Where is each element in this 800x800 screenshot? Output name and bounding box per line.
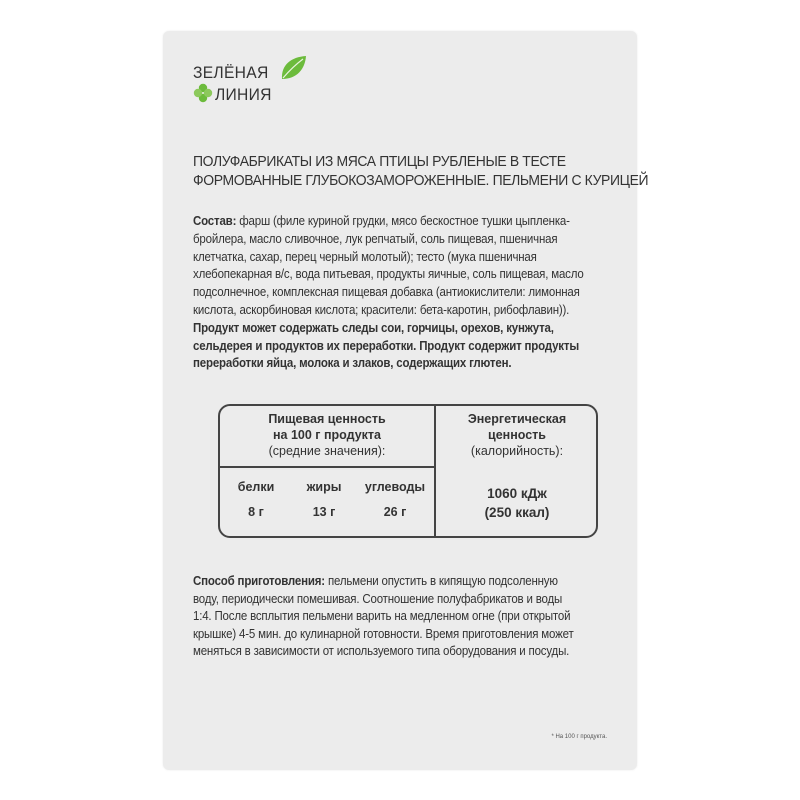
product-label-card	[163, 31, 649, 770]
cooking-text-2: воду, периодически помешивая. Соотношение полуфабрикатов и воды	[193, 591, 563, 606]
cooking-section	[193, 573, 618, 661]
composition-text-3: клетчатка, сахар, перец черный молотый); тесто (мука пшеничная	[193, 249, 537, 264]
cooking-label: Способ приготовления:	[193, 574, 325, 588]
composition-text-4: хлебопекарная в/с, вода питьевая, продукты яичные, соль пищевая, масло	[193, 267, 584, 282]
carbs-value: 26 г	[383, 505, 407, 519]
allergen-warning-2: сельдерея и продуктов их переработки. Продукт содержит продукты	[193, 338, 579, 353]
product-title	[193, 152, 649, 190]
composition-section	[193, 213, 618, 373]
protein-label: белки	[237, 480, 275, 494]
composition-label: Состав:	[193, 214, 237, 228]
nutrition-header-line-2: на 100 г продукта	[272, 428, 381, 442]
cooking-text-4: крышке) 4-5 мин. до кулинарной готовности. Время приготовления может	[193, 626, 574, 641]
protein-value: 8 г	[248, 505, 264, 519]
nutrition-header-line-1: Пищевая ценность	[268, 412, 386, 426]
energy-cell	[436, 484, 598, 522]
clover-icon	[193, 83, 213, 103]
nutrition-table	[218, 404, 598, 538]
carbs-cell	[360, 479, 430, 520]
brand-logo	[193, 63, 313, 109]
fat-value: 13 г	[312, 505, 336, 519]
brand-word-2: ЛИНИЯ	[215, 85, 272, 104]
energy-header-line-3: (калорийность):	[470, 444, 564, 458]
composition-text-6: кислота, аскорбиновая кислота; красители: бета-каротин, рибофлавин)).	[193, 302, 570, 317]
cooking-text-1: пельмени опустить в кипящую подсоленную	[324, 574, 558, 588]
leaf-icon	[279, 55, 307, 81]
allergen-warning-1: Продукт может содержать следы сои, горчицы, орехов, кунжута,	[193, 320, 554, 335]
energy-header	[436, 411, 598, 459]
nutrition-header-line-3: (средние значения):	[268, 444, 386, 458]
table-divider-horizontal	[220, 466, 434, 468]
energy-header-line-2: ценность	[488, 428, 546, 442]
energy-kcal: (250 ккал)	[484, 505, 550, 520]
cooking-text-5: меняться в зависимости от используемого типа оборудования и посуды.	[193, 644, 570, 658]
fat-label: жиры	[306, 480, 342, 494]
protein-cell	[224, 479, 288, 520]
cooking-text-3: 1:4. После всплытия пельмени варить на медленном огне (при открытой	[193, 609, 571, 623]
composition-text-1: фарш (филе куриной грудки, мясо бескостное тушки цыпленка-	[236, 214, 570, 228]
brand-word-1: ЗЕЛЁНАЯ	[193, 63, 269, 82]
composition-text-5: подсолнечное, комплексная пищевая добавка (антиокислители: лимонная	[193, 285, 580, 300]
composition-text-2: бройлера, масло сливочное, лук репчатый, соль пищевая, пшеничная	[193, 231, 558, 246]
carbs-label: углеводы	[364, 480, 426, 494]
fat-cell	[294, 479, 354, 520]
energy-kj: 1060 кДж	[487, 486, 547, 501]
footnote: * На 100 г продукта.	[551, 734, 607, 740]
title-line-2: ФОРМОВАННЫЕ ГЛУБОКОЗАМОРОЖЕННЫЕ. ПЕЛЬМЕНИ С КУРИЦЕЙ	[193, 172, 649, 189]
energy-header-line-1: Энергетическая	[467, 412, 567, 426]
allergen-warning-3: переработки яйца, молока и злаков, содержащих глютен.	[193, 356, 512, 371]
nutrition-header	[220, 411, 434, 459]
title-line-1: ПОЛУФАБРИКАТЫ ИЗ МЯСА ПТИЦЫ РУБЛЕНЫЕ В ТЕСТЕ	[193, 153, 566, 170]
